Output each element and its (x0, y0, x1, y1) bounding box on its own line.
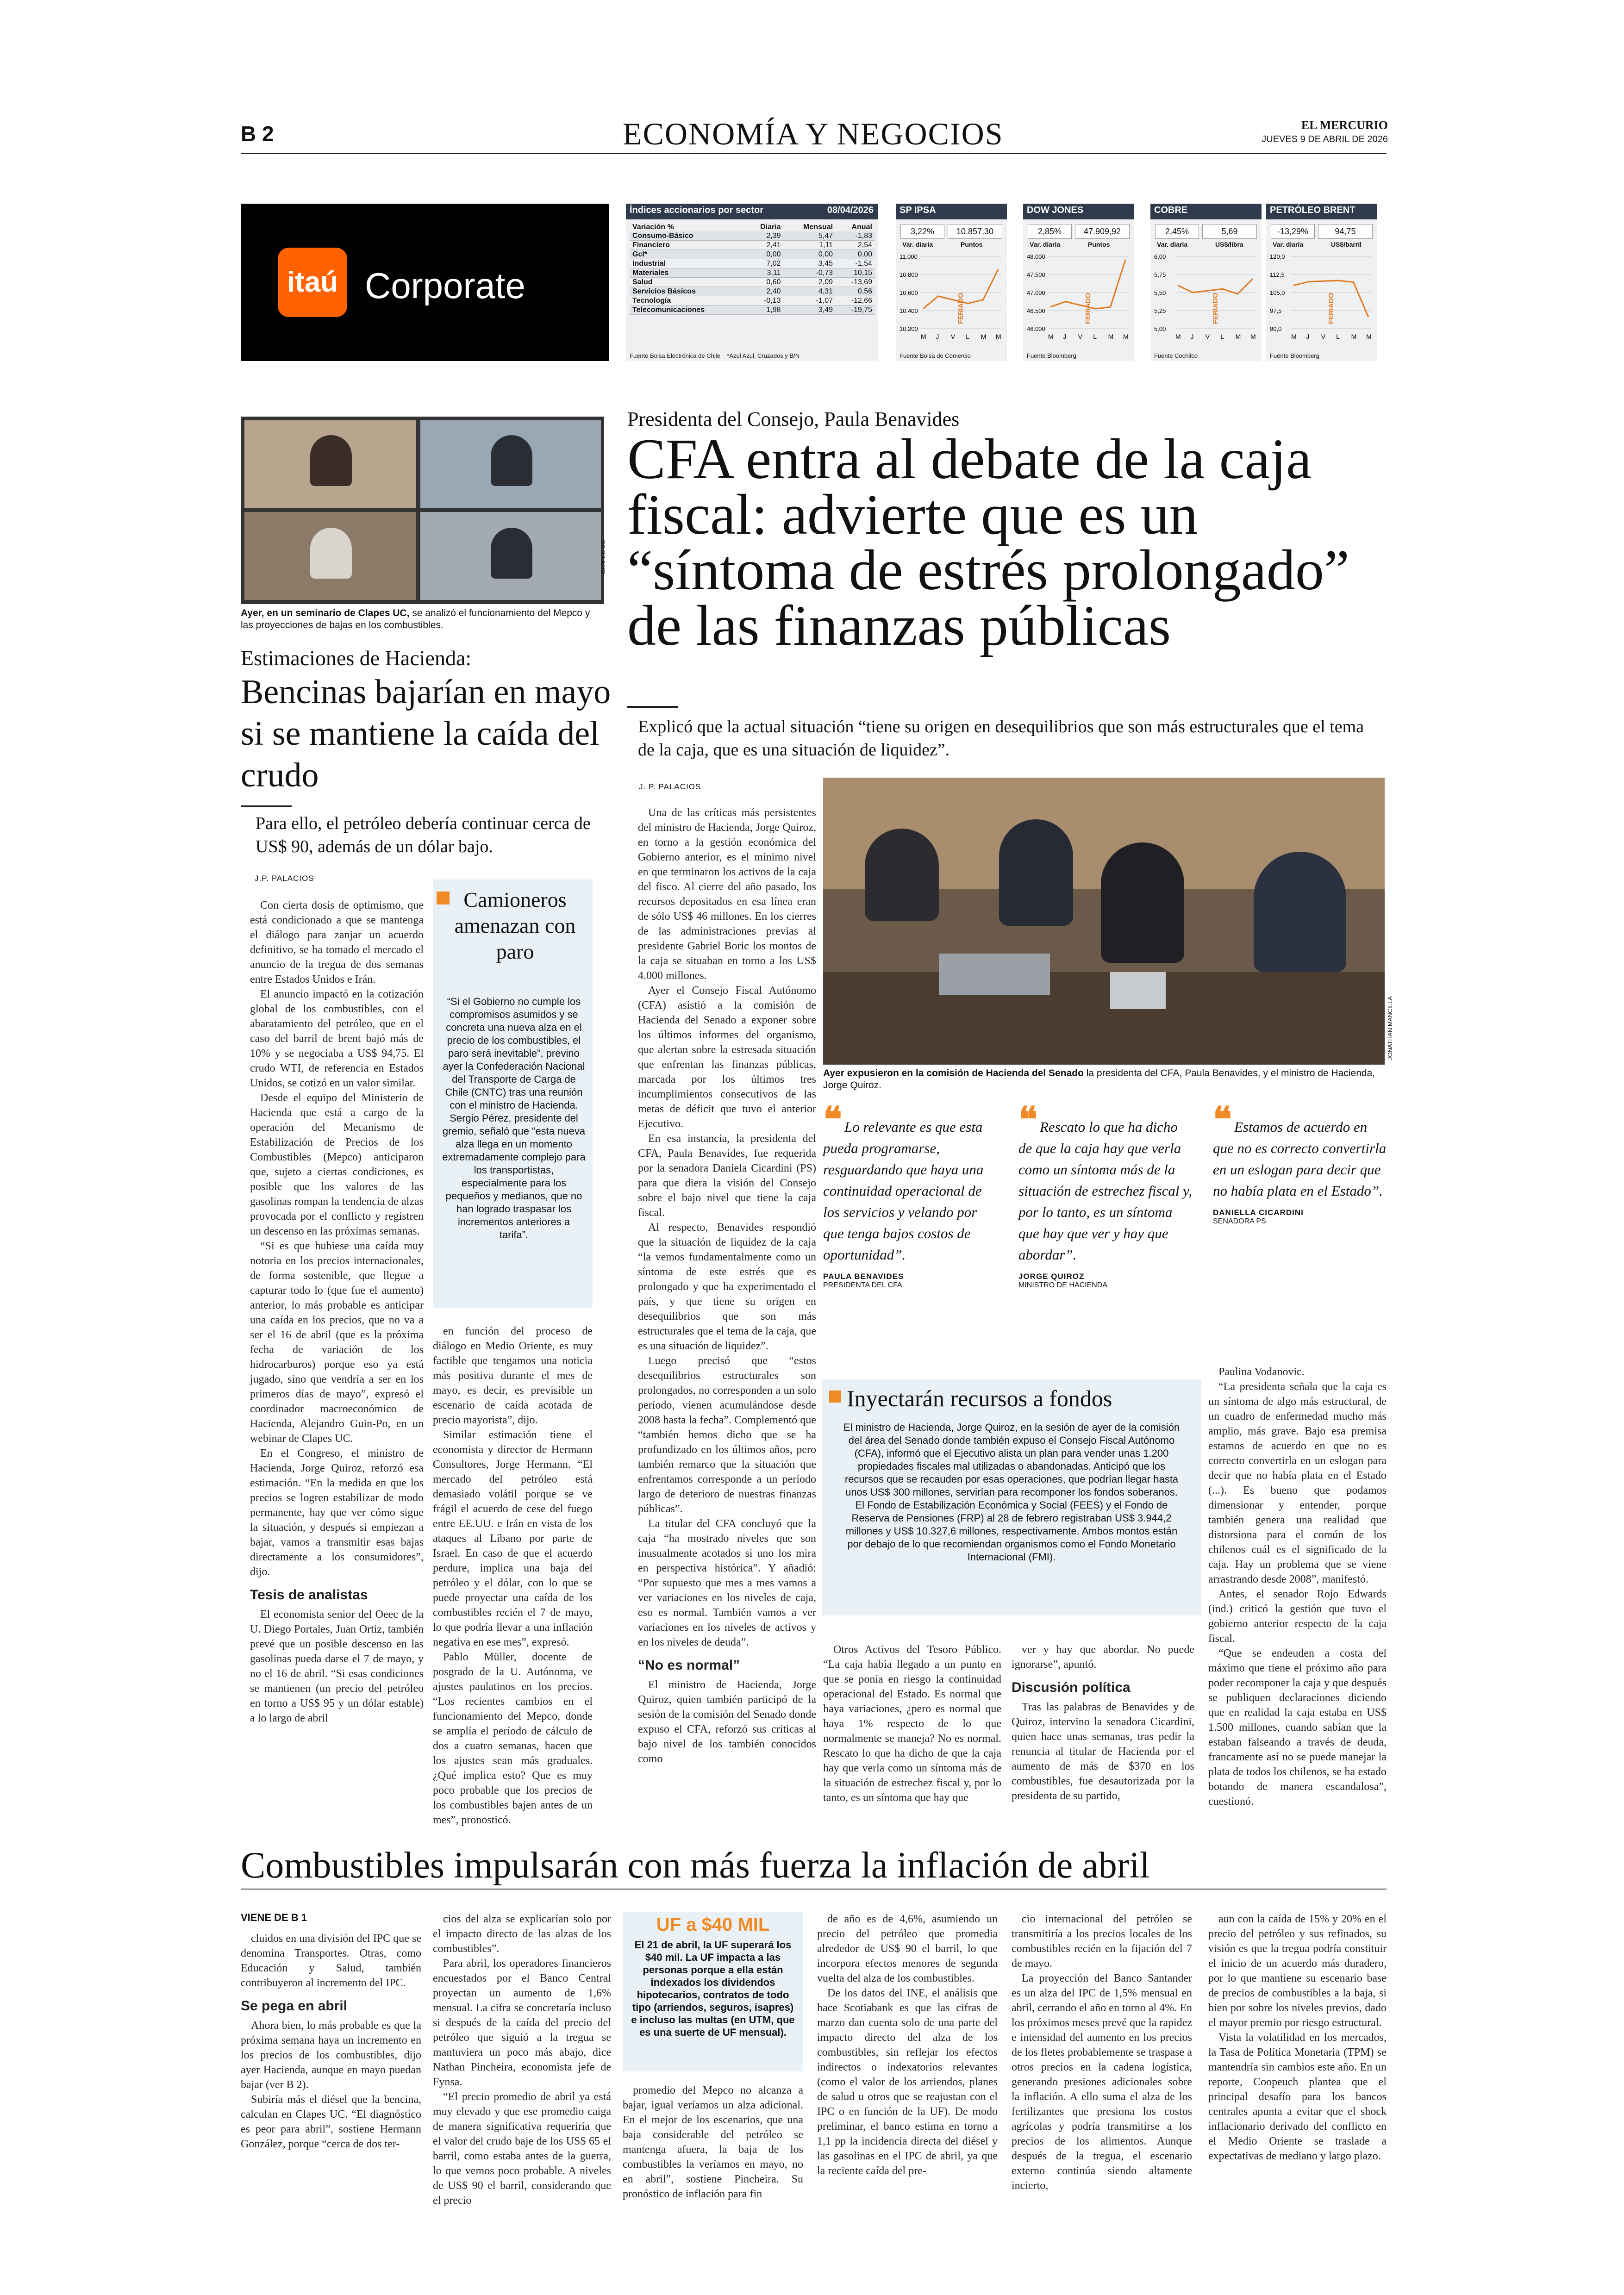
sector-cell: 3,45 (784, 259, 836, 268)
sovereign-funds-box (822, 1379, 1201, 1615)
bottom-story-rule (241, 1889, 1387, 1890)
y-tick-label: 5,00 (1154, 325, 1166, 332)
index-daily-change: 2,45% (1155, 224, 1199, 239)
x-tick-label: L (1220, 333, 1224, 340)
paragraph: El anuncio impactó en la cotización global de los combustibles, con el abaratamiento del petróleo, que en el caso del barril de brent bajó más de 10% y se negociaba a US$ 94,75. El crudo WTI, de referencia en Estados Unidos, se cotizó en un valor similar. (250, 988, 424, 1089)
paragraph: La proyección del Banco Santander es un alza del IPC de 1,5% mensual en abril, cerrando el año en torno al 4%. En los próximos meses prevé que la rapidez e intensidad del aumento en los precios de los fletes probablemente se traspase a otros precios en la cadena logística, generando presiones adicionales sobre la inflación. A ello suma el alza de los fertilizantes que presiona los costos agrícolas y podría transmitirse a los precios de los alimentos. Aunque después de la tregua, el escenario externo continúa siendo altamente incierto, (1012, 1972, 1192, 2192)
y-tick-label: 47.500 (1027, 271, 1045, 278)
paragraph: “Que se endeuden a costa del máximo que tiene el próximo año para poder recomponer la caja y que después se publiquen declaraciones diciendo que en realidad la caja estaba en US$ 1.500 millones, cuando sabían que la estaban falseando a través de deuda, francamente así no se puede manejar la plata de todos los chilenos, se ha estado botando de manera escandalosa”, cuestionó. (1208, 1647, 1387, 1808)
y-tick-label: 46.500 (1027, 307, 1045, 314)
x-tick-label: J (936, 333, 939, 340)
index-value: 10.857,30 (948, 224, 1002, 239)
sector-cell: 2,40 (745, 287, 784, 296)
index-value: 47.909,92 (1075, 224, 1130, 239)
sector-cell: Materiales (630, 268, 745, 278)
index-mini-chart (1269, 251, 1374, 357)
index-daily-change: 2,85% (1028, 224, 1072, 239)
main-story-col1 (638, 805, 816, 1766)
paragraph: El economista senior del Oeec de la U. Diego Portales, Juan Ortiz, también prevé que un posible descenso en las gasolinas pueda darse el 7 de mayo, y no el 16 de abril. “Si esas condiciones se mantienen (un precio del petróleo en torno a US$ 95 y un dólar estable) a lo largo de abril (250, 1609, 424, 1724)
truckers-box-title: Camioneros amenazan con paro (454, 888, 576, 963)
paragraph: Luego precisó que “estos desequilibrios estructurales son prolongados, no corresponden a un solo período, vienen acumulándose desde 2008 hasta la fecha”. Complementó que “también hemos dicho que se ha profundizado en los últimos años, pero también remarco que la situación que enfrentamos corresponde a un período largo de deterioro de nuestras finanzas públicas”. (638, 1355, 816, 1515)
x-tick-label: V (1321, 333, 1326, 340)
y-tick-label: 5,25 (1154, 307, 1166, 314)
pull-quote (1018, 1101, 1194, 1290)
index-source: Fuente Cochilco (1154, 352, 1198, 359)
table-row (630, 250, 875, 259)
index-var-label: Var. diaria (1030, 241, 1061, 248)
paragraph: El ministro de Hacienda, Jorge Quiroz, quien también participó de la sesión de la comisión del Senado donde expuso el CFA, reforzó sus críticas al bajo nivel de los también conocidos como (638, 1679, 816, 1765)
x-tick-label: M (1123, 333, 1129, 340)
quote-mark-icon: ❝ (1213, 1101, 1232, 1140)
paragraph: La titular del CFA concluyó que la caja “ha mostrado niveles que son inusualmente acotados si uno los mira en perspectiva histórica”. Y añadió: “Por supuesto que mes a mes vamos a ver variaciones en los niveles de caja, eso es normal. También vamos a ver variaciones en los niveles de activos y en los niveles de deuda”. (638, 1518, 816, 1648)
left-story-rule (241, 805, 292, 807)
x-tick-label: L (1336, 333, 1340, 340)
seminar-photo (241, 417, 604, 604)
pull-quote (1213, 1101, 1389, 1226)
series-line (1178, 279, 1253, 294)
sector-cell: Gcl* (630, 250, 745, 259)
sovereign-funds-box-marker (829, 1391, 841, 1403)
paragraph: cio internacional del petróleo se transmitiría a los precios locales de los combustibles recién en la fijación del 7 de mayo. (1012, 1913, 1192, 1970)
index-mini-chart (1026, 251, 1131, 357)
header-rule (241, 153, 1387, 154)
continued-from: VIENE DE B 1 (241, 1912, 307, 1923)
quote-text: Lo relevante es que esta pueda programarse, resguardando que haya una continuidad operacional de los servicios y velando por que tenga bajos costos de oportunidad”. (823, 1119, 984, 1263)
sector-cell: 0,00 (836, 250, 875, 259)
bottom-story-col2 (433, 1912, 611, 2208)
quote-author: DANIELLA CICARDINI (1213, 1208, 1304, 1217)
page-number: B 2 (241, 122, 274, 146)
sector-cell: Telecomunicaciones (630, 306, 745, 315)
paragraph: Para abril, los operadores financieros encuestados por el Banco Central proyectan un aumento de 1,6% mensual. La cifra se concretaría incluso si después de la caída del precio del petróleo que siguió a la tregua se mantuviera un poco más abajo, dice Nathan Pincheira, economista jefe de Fynsa. (433, 1958, 611, 2088)
paragraph: en función del proceso de diálogo en Medio Oriente, es muy factible que tengamos una noticia más positiva durante el mes de mayo, es decir, es previsible un escenario de caída acotada de precio mayorista”, dijo. (433, 1325, 593, 1426)
paragraph: “El precio promedio de abril ya está muy elevado y que ese promedio caiga de manera significativa requeriría que el valor del crudo baje de los US$ 65 el barril, como estaba antes de la guerra, lo que vemos poco probable. A niveles de US$ 90 el barril, considerando que el precio (433, 2091, 611, 2207)
table-row (630, 306, 875, 315)
sector-cell: 1,11 (784, 241, 836, 250)
itau-ad-text: Corporate (365, 265, 525, 306)
paragraph: Similar estimación tiene el economista y director de Hermann Consultores, Jorge Hermann. “El mercado del petróleo está demasiado volátil porque se ve frágil el acuerdo de cese del fuego entre EE.UU. e Irán en vista de los ataques al Líbano por parte de Israel. En caso de que el acuerdo perdure, implica una baja del petróleo y el dólar, con lo que se puede proyectar una caída de los combustibles recién el 7 de mayo, lo que podría llevar a una inflación negativa en ese mes”, expresó. (433, 1429, 593, 1648)
x-tick-label: M (996, 333, 1001, 340)
quote-author: JORGE QUIROZ (1018, 1272, 1085, 1281)
sector-column-header: Anual (851, 223, 872, 231)
index-mini-chart (1153, 251, 1259, 357)
y-tick-label: 120,0 (1270, 253, 1285, 260)
sector-cell: -1,83 (836, 231, 875, 241)
index-daily-change: -13,29% (1271, 224, 1315, 239)
table-row (630, 278, 875, 287)
sector-panel-date: 08/04/2026 (827, 205, 874, 215)
table-row (630, 231, 875, 241)
paragraph: promedio del Mepco no alcanza a bajar, igual veríamos un alza adicional. En el mejor de los escenarios, que una baja considerable del petróleo se mantenga afuera, la baja de los combustibles la veríamos en mayo, no en abril”, sostiene Pincheira. Su pronóstico de inflación para fin (623, 2084, 803, 2200)
paragraph: “La presidenta señala que la caja es un síntoma de algo más estructural, de un cuadro de enfermedad mucho más amplio, más grave. Bajo esa premisa estamos de acuerdo en que no es correcto convertirla en un eslogan para decir que no había plata en el Estado (...). Es bueno que podamos dimensionar y entender, porque también genera una realidad que distorsiona para el común de los chilenos cuál es el significado de la caja. Hay un problema que se viene arrastrando desde 2008”, manifestó. (1208, 1381, 1387, 1585)
sector-cell: Tecnología (630, 296, 745, 306)
x-tick-label: M (1048, 333, 1054, 340)
main-story-subhead: Explicó que la actual situación “tiene su origen en desequilibrios que son más estructurales que el tema de la caja, que es una situación de liquidez”. (638, 717, 1364, 760)
table-row (630, 268, 875, 278)
paragraph: Al respecto, Benavides respondió que la situación de liquidez de la caja “la vemos fundamentalmente como un síntoma de este estrés que es prolongado y que ha experimentado el país, y que tiene su origen en desequilibrios que son más estructurales que el tema de la caja, que es una situación de liquidez”. (638, 1222, 816, 1352)
holiday-label: FERIADO (1327, 293, 1335, 324)
holiday-label: FERIADO (1212, 293, 1219, 324)
sector-cell: 4,31 (784, 287, 836, 296)
sector-cell: -0,73 (784, 268, 836, 278)
x-tick-label: M (981, 333, 987, 340)
bottom-story-col4 (817, 1912, 998, 2178)
senate-photo-credit: JONATHAN MANCILLA (1387, 996, 1393, 1060)
sector-cell: Industrial (630, 259, 745, 268)
sector-cell: 7,02 (745, 259, 784, 268)
y-tick-label: 10.400 (899, 307, 918, 314)
x-tick-label: M (1351, 333, 1357, 340)
y-tick-label: 10.800 (899, 271, 918, 278)
quote-author-role: MINISTRO DE HACIENDA (1018, 1281, 1108, 1289)
paragraph: ver y hay que abordar. No puede ignorarse”, apuntó. (1012, 1644, 1194, 1671)
table-row (630, 259, 875, 268)
main-story-rule (627, 706, 678, 708)
senate-commission-photo (823, 778, 1385, 1065)
sector-cell: 0,00 (784, 250, 836, 259)
y-tick-label: 6,00 (1154, 253, 1166, 260)
table-row (630, 296, 875, 306)
paragraph: “Si es que hubiese una caída muy notoria en los precios internacionales, de forma sostenible, que llegue a capturar todo lo (que fue el aumento) anterior, lo más probable es anticipar una caída en los precios, que no va a ser el 16 de abril (que es la próxima fecha de variación de los hidrocarburos) porque eso ya está jugado, sino que vendría a ser en los primeros días de mayo”, expresó el coordinador macroeconómico de Hacienda, Alejandro Guin-Po, en un webinar de Clapes UC. (250, 1240, 424, 1445)
sector-column-header: Mensual (803, 223, 833, 231)
index-value: 5,69 (1202, 224, 1257, 239)
left-story-byline: J.P. PALACIOS (255, 874, 314, 883)
y-tick-label: 46.000 (1027, 325, 1045, 332)
main-story-headline: CFA entra al debate de la caja fiscal: advierte que es un “síntoma de estrés prolongado” de las finanzas públicas (627, 427, 1349, 657)
paragraph: Tras las palabras de Benavides y de Quiroz, intervino la senadora Cicardini, quien hace unas semanas, tras pedir la renuncia al titular de Hacienda por el aumento de más de $370 en los combustibles, fue desautorizada por la presidenta de su partido, (1012, 1701, 1194, 1802)
paragraph: Otros Activos del Tesoro Público. “La caja había llegado a un punto en que se ponía en riesgo la continuidad operacional del Estado. Es normal que haya variaciones, ¿pero es normal que haya 1% respecto de lo que normalmente se maneja? No es normal. Rescato lo que ha dicho de que la caja hay que verla como un síntoma más de la situación de estrechez fiscal y, por lo tanto, es un síntoma que hay que (823, 1644, 1001, 1804)
sector-cell: -19,75 (836, 306, 875, 315)
index-panel (1150, 204, 1262, 361)
x-tick-label: J (1063, 333, 1067, 340)
quote-author-role: PRESIDENTA DEL CFA (823, 1281, 902, 1289)
main-story-col2 (823, 1642, 1001, 1805)
x-tick-label: M (1108, 333, 1114, 340)
index-daily-change: 3,22% (900, 224, 944, 239)
subheading: “No es normal” (638, 1658, 740, 1673)
index-value-label: US$/libra (1215, 241, 1243, 248)
paragraph: Con cierta dosis de optimismo, que está condicionado a que se mantenga el diálogo para zanjar un acuerdo definitivo, se ha tomado el mercado el anuncio de la tregua de dos semanas entre Estados Unidos e Irán. (250, 899, 424, 985)
x-tick-label: M (1235, 333, 1241, 340)
y-tick-label: 47.000 (1027, 289, 1045, 296)
paragraph: Subiría más el diésel que la bencina, calculan en Clapes UC. “El diagnóstico es peor para abril”, sostiene Hermann González, porque “cerca de dos ter- (241, 2094, 421, 2150)
sector-cell: Servicios Básicos (630, 287, 745, 296)
paragraph: aun con la caída de 15% y 20% en el precio del petróleo y sus refinados, su visión es que la tregua podría constituir el inicio de un acuerdo más duradero, por lo que mantiene su escenario base de precios de combustibles a la baja, si bien por sobre los niveles previos, dado el mayor premio por riesgo estructural. (1208, 1913, 1387, 2029)
itau-ad[interactable] (241, 204, 609, 361)
subheading: Discusión política (1012, 1680, 1131, 1695)
quote-text: Estamos de acuerdo en que no es correcto convertirla en un eslogan para decir que no había plata en el Estado”. (1213, 1119, 1387, 1199)
paragraph: Pablo Müller, docente de posgrado de la U. Autónoma, ve ajustes paulatinos en los precios. “Los recientes cambios en el funcionamiento del Mepco, donde se amplía el período de cálculo de dos a cuatro semanas, hacen que los ajustes sean más graduales. ¿Qué implica esto? Que es muy poco probable que los precios de los combustibles bajen antes de un mes”, pronosticó. (433, 1651, 593, 1826)
sector-cell: 1,98 (745, 306, 784, 315)
sector-cell: 0,60 (745, 278, 784, 287)
paragraph: Ahora bien, lo más probable es que la próxima semana haya un incremento en los precios de los combustibles, dijo ayer Hacienda, aunque en mayo puedan bajar (ver B 2). (241, 2020, 421, 2091)
paragraph: cluidos en una división del IPC que se denomina Transportes. Otras, como Educación y Salud, también contribuyeron al incremento del IPC. (241, 1933, 421, 1989)
x-tick-label: V (1078, 333, 1083, 340)
index-value: 94,75 (1318, 224, 1373, 239)
quote-author-role: SENADORA PS (1213, 1217, 1266, 1225)
bottom-story-col3 (623, 2083, 803, 2201)
index-source: Fuente Bolsa de Comercio (899, 352, 971, 359)
sector-cell: -12,66 (836, 296, 875, 306)
paragraph: En esa instancia, la presidenta del CFA, Paula Benavides, fue requerida por la senadora Daniela Cicardini (PS) para que diera la visión del Consejo sobre el bajo nivel que tiene la caja fiscal. (638, 1133, 816, 1219)
bottom-story-headline: Combustibles impulsarán con más fuerza la inflación de abril (241, 1845, 1150, 1886)
sector-cell: Consumo-Básico (630, 231, 745, 241)
sector-source: Fuente Bolsa Electrónica de Chile *Azul Azul, Cruzados y B/N (630, 352, 800, 359)
quote-text: Rescato lo que ha dicho de que la caja hay que verla como un síntoma más de la situación de estrechez fiscal y, por lo tanto, es un síntoma que hay que ver y hay que abordar”. (1018, 1119, 1193, 1263)
quote-mark-icon: ❝ (1018, 1101, 1037, 1140)
y-tick-label: 10.200 (899, 325, 918, 332)
seminar-photo-credit: CLAPES UC (600, 540, 606, 574)
paragraph: Desde el equipo del Ministerio de Hacienda que está a cargo de la operación del Mecanismo de Estabilización de Precios de los Combustibles (Mepco) anticiparon que, sujeto a ciertas condiciones, es posible que los valores de las gasolinas rompan la tendencia de alzas provocada por el conflicto y registren un descenso en las próximas semanas. (250, 1092, 424, 1237)
uf-box (623, 1912, 803, 2071)
sector-cell: 2,41 (745, 241, 784, 250)
main-story-byline: J. P. PALACIOS (639, 782, 701, 791)
x-tick-label: M (1366, 333, 1372, 340)
index-value-label: US$/barril (1331, 241, 1362, 248)
sector-cell: -0,13 (745, 296, 784, 306)
y-tick-label: 90,0 (1270, 325, 1282, 332)
x-tick-label: J (1306, 333, 1310, 340)
sector-table (630, 223, 875, 315)
y-tick-label: 105,0 (1270, 289, 1285, 296)
index-panel (1266, 204, 1377, 361)
y-tick-label: 11.000 (899, 253, 918, 260)
left-story-headline: Bencinas bajarían en mayo si se mantiene la caída del crudo (241, 673, 611, 794)
y-tick-label: 10.600 (899, 289, 918, 296)
main-story-kicker: Presidenta del Consejo, Paula Benavides (627, 408, 960, 430)
uf-box-text: El 21 de abril, la UF superará los $40 mil. La UF impacta a las personas porque a ella están indexados los dividendos hipotecarios, contratos de todo tipo (arriendos, seguros, isapres) e incluso las multas (en UTM, que es una suerte de UF mensual). (631, 1939, 795, 2038)
y-tick-label: 97,5 (1270, 307, 1282, 314)
y-tick-label: 48.000 (1027, 253, 1045, 260)
sector-cell: 2,09 (784, 278, 836, 287)
left-story-col1 (250, 898, 424, 1726)
main-story-col4 (1208, 1365, 1387, 1809)
paragraph: cios del alza se explicarían solo por el impacto directo de las alzas de los combustibles”. (433, 1913, 611, 1955)
x-tick-label: M (1291, 333, 1297, 340)
truckers-box (433, 879, 593, 1308)
bottom-story-col1 (241, 1931, 421, 2152)
index-panel-title: DOW JONES (1027, 205, 1084, 215)
sector-cell: 3,49 (784, 306, 836, 315)
sector-cell: 2,54 (836, 241, 875, 250)
sector-cell: Financiero (630, 241, 745, 250)
table-row (630, 241, 875, 250)
x-tick-label: M (921, 333, 926, 340)
holiday-label: FERIADO (1084, 293, 1092, 324)
paragraph: Una de las críticas más persistentes del ministro de Hacienda, Jorge Quiroz, en torno a la gestión económica del Gobierno anterior, es el mínimo nivel en que terminaron los activos de la caja del fisco. Al cierre del año pasado, los recursos depositados en esa línea eran de sólo US$ 46 millones. En los cierres de las administraciones previas al presidente Gabriel Boric los montos de la caja se situaban en torno a los US$ 4.000 millones. (638, 807, 816, 982)
sector-cell: 3,11 (745, 268, 784, 278)
x-tick-label: M (1250, 333, 1256, 340)
sector-column-header: Variación % (632, 223, 674, 231)
index-source: Fuente Bloomberg (1270, 352, 1319, 359)
subheading: Tesis de analistas (250, 1587, 368, 1603)
subheading: Se pega en abril (241, 1998, 348, 2014)
index-var-label: Var. diaria (902, 241, 933, 248)
quote-mark-icon: ❝ (823, 1101, 842, 1140)
holiday-label: FERIADO (957, 293, 965, 324)
y-tick-label: 5,75 (1154, 271, 1166, 278)
paragraph: De los datos del INE, el análisis que hace Scotiabank es que las cifras de marzo dan cuenta solo de una parte del impacto directo del alza de los combustibles, sin reflejar los efectos indirectos o indexatorios relevantes (como el valor de los arriendos, planes de salud u otros que se reajustan con el IPC o en función de la UF). De modo preliminar, el banco estima en torno a 1,1 pp la incidencia directa del diésel y las gasolinas en el IPC de abril, ya que la reciente caída del pre- (817, 1987, 998, 2177)
index-value-label: Puntos (961, 241, 983, 248)
sector-cell: -1,07 (784, 296, 836, 306)
issue-date: JUEVES 9 DE ABRIL DE 2026 (1262, 134, 1388, 144)
index-panel-title: PETRÓLEO BRENT (1270, 205, 1355, 215)
x-tick-label: L (966, 333, 969, 340)
sector-cell: Salud (630, 278, 745, 287)
index-value-label: Puntos (1088, 241, 1110, 248)
index-mini-chart (899, 251, 1004, 357)
paragraph: Ayer el Consejo Fiscal Autónomo (CFA) asistió a la comisión de Hacienda del Senado a exponer sobre los últimos informes del organismo, que alertan sobre la estresada situación que enfrentan las finanzas públicas, marcada por los últimos tres incumplimientos consecutivos de las metas de déficit que tuvo el anterior Ejecutivo. (638, 985, 816, 1130)
x-tick-label: M (1175, 333, 1181, 340)
index-panel (896, 204, 1007, 361)
index-var-label: Var. diaria (1157, 241, 1188, 248)
paragraph: En el Congreso, el ministro de Hacienda, Jorge Quiroz, reforzó esa estimación. “En la medida en que los precios se logren estabilizar de modo permanente, hay que ver cómo sigue la situación, y después si empiezan a bajar, vamos a transmitir esas bajas directamente a los consumidores”, dijo. (250, 1447, 424, 1578)
uf-box-title: UF a $40 MIL (656, 1915, 770, 1935)
x-tick-label: J (1190, 333, 1194, 340)
pull-quote (823, 1101, 999, 1290)
sector-column-header: Diaria (760, 223, 781, 231)
x-tick-label: L (1093, 333, 1097, 340)
index-source: Fuente Bloomberg (1027, 352, 1076, 359)
seminar-photo-caption: Ayer, en un seminario de Clapes UC, se analizó el funcionamiento del Mepco y las proyecciones de bajas en los combustibles. (241, 608, 590, 630)
main-story-col3 (1012, 1642, 1194, 1803)
sector-cell: 0,56 (836, 287, 875, 296)
sector-panel-title: Índices accionarios por sector (630, 205, 763, 215)
left-story-col2 (433, 1324, 593, 1827)
bottom-story-col6 (1208, 1912, 1387, 2164)
bottom-story-col5 (1012, 1912, 1192, 2193)
senate-photo-caption: Ayer expusieron en la comisión de Hacienda del Senado la presidenta del CFA, Paula Benavides, y el ministro de Hacienda, Jorge Quiroz. (823, 1068, 1375, 1091)
sector-cell: 5,47 (784, 231, 836, 241)
sector-index-panel (626, 204, 878, 361)
paragraph: de año es de 4,6%, asumiendo un precio del petróleo que promedia alrededor de US$ 90 el barril, lo que incorpora efectos menores de segunda vuelta del alza de los combustibles. (817, 1913, 998, 1984)
truckers-box-text: “Si el Gobierno no cumple los compromisos asumidos y se concreta una nueva alza en el precio de los combustibles, el paro será inevitable”, previno ayer la Confederación Nacional del Transporte de Carga de Chile (CNTC) tras una reunión con el ministro de Hacienda. Sergio Pérez, presidente del gremio, señaló que “esta nueva alza llega en un momento extremadamente complejo para los transportistas, especialmente para los pequeños y medianos, que no han logrado traspasar los incrementos anteriores a tarifa”. (442, 996, 586, 1241)
index-var-label: Var. diaria (1273, 241, 1304, 248)
y-tick-label: 5,50 (1154, 289, 1166, 296)
sector-cell: -13,69 (836, 278, 875, 287)
table-row (630, 287, 875, 296)
left-story-subhead: Para ello, el petróleo debería continuar cerca de US$ 90, además de un dólar bajo. (256, 814, 591, 856)
quote-author: PAULA BENAVIDES (823, 1272, 904, 1281)
paragraph: Vista la volatilidad en los mercados, la Tasa de Política Monetaria (TPM) se mantendría sin cambios este año. En un reporte, Coopeuch plantea que el principal desafío para los bancos centrales apunta a evitar que el shock inflacionario derivado del conflicto en el Medio Oriente se traslade a expectativas de mediano y largo plazo. (1208, 2032, 1387, 2162)
sector-cell: -1,54 (836, 259, 875, 268)
index-panel (1023, 204, 1134, 361)
sector-cell: 2,39 (745, 231, 784, 241)
left-story-kicker: Estimaciones de Hacienda: (241, 646, 472, 670)
newspaper-name: EL MERCURIO (1301, 118, 1388, 132)
sector-cell: 10,15 (836, 268, 875, 278)
x-tick-label: V (1205, 333, 1210, 340)
itau-logo: itaú (278, 248, 347, 317)
paragraph: Antes, el senador Rojo Edwards (ind.) criticó la gestión que tuvo el gobierno anterior respecto de la caja fiscal. (1208, 1588, 1387, 1645)
y-tick-label: 112,5 (1270, 271, 1285, 278)
sovereign-funds-box-text: El ministro de Hacienda, Jorge Quiroz, en la sesión de ayer de la comisión del área del Senado donde también expuso el Consejo Fiscal Autónomo (CFA), informó que el Ejecutivo alista un plan para vender unas 1.200 propiedades fiscales mal utilizadas o abandonadas. Anticipó que los recursos que se recauden por esas operaciones, que podrían llegar hasta unos US$ 300 millones, servirían para recomponer los fondos soberanos. El Fondo de Estabilización Económica y Social (FEES) y el Fondo de Reserva de Pensiones (FRP) al 28 de febrero registraban US$ 3.944,2 millones y US$ 10.327,6 millones, respectivamente. Ambos montos están por debajo de lo que recomiendan organismos como el Fondo Monetario Internacional (FMI). (843, 1422, 1180, 1563)
sector-cell: 0,00 (745, 250, 784, 259)
x-tick-label: V (950, 333, 956, 340)
index-panel-title: COBRE (1154, 205, 1188, 215)
paragraph: Paulina Vodanovic. (1218, 1366, 1305, 1378)
index-panel-title: SP IPSA (899, 205, 936, 215)
sovereign-funds-box-title: Inyectarán recursos a fondos (847, 1385, 1112, 1411)
section-title: ECONOMÍA Y NEGOCIOS (623, 116, 1004, 151)
